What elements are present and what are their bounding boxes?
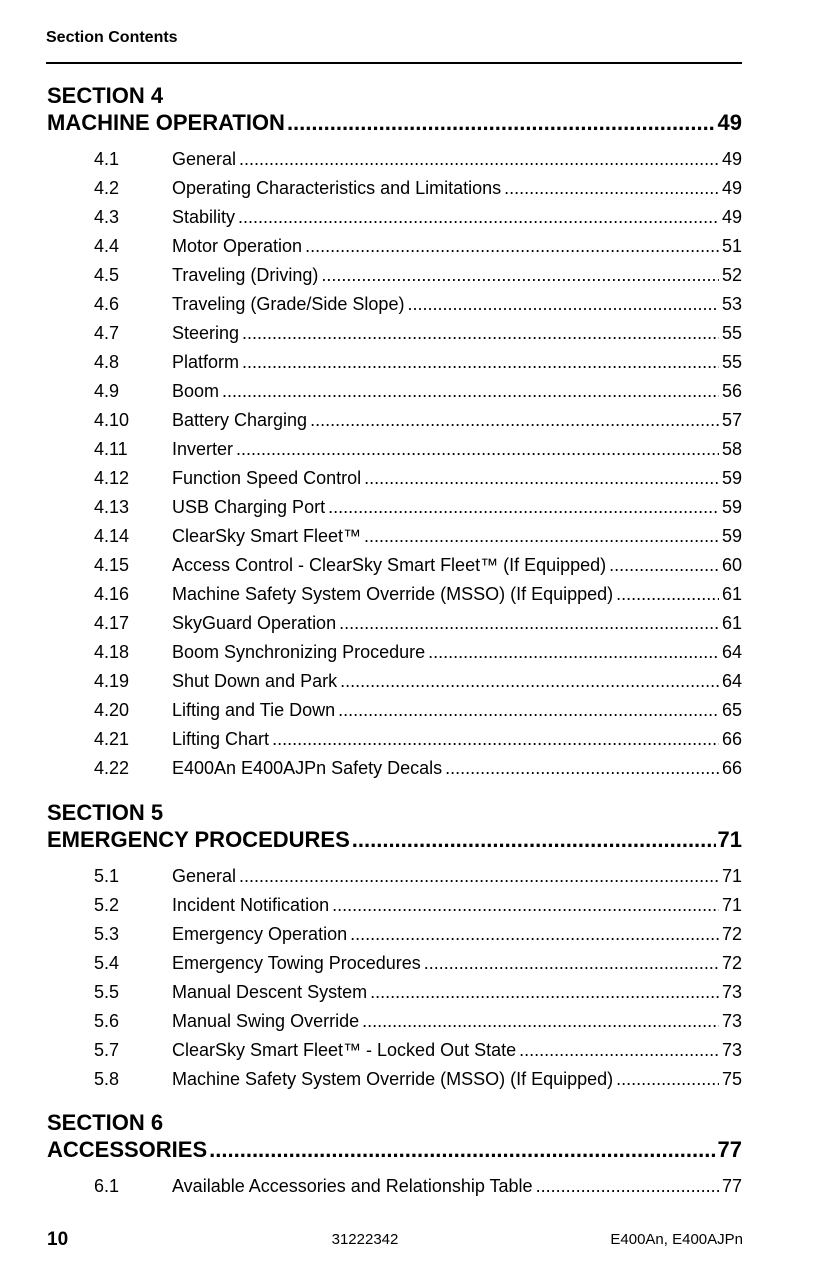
entry-title: Motor Operation — [172, 236, 303, 256]
entry-title: E400An E400AJPn Safety Decals — [172, 758, 443, 778]
toc-entry[interactable] — [94, 920, 742, 949]
entry-page: 53 — [721, 294, 742, 314]
entry-page: 66 — [721, 729, 742, 749]
toc-entry[interactable] — [94, 377, 742, 406]
toc-entry[interactable] — [94, 435, 742, 464]
dot-leader — [350, 920, 719, 949]
dot-leader — [616, 1065, 719, 1094]
section-page: 77 — [717, 1137, 742, 1162]
entry-page: 65 — [721, 700, 742, 720]
dot-leader — [242, 348, 719, 377]
entry-number: 4.10 — [94, 410, 130, 430]
entry-number: 4.19 — [94, 671, 130, 691]
dot-leader — [209, 1137, 715, 1163]
toc-entry[interactable] — [94, 348, 742, 377]
toc-entry[interactable] — [94, 493, 742, 522]
toc-entry[interactable] — [94, 754, 742, 783]
entry-title: Incident Notification — [172, 895, 330, 915]
entry-page: 59 — [721, 497, 742, 517]
entry-page: 64 — [721, 642, 742, 662]
dot-leader — [424, 949, 719, 978]
toc-entry[interactable] — [94, 290, 742, 319]
section-heading-row[interactable] — [47, 1137, 742, 1163]
entry-title: ClearSky Smart Fleet™ — [172, 526, 362, 546]
entry-page: 77 — [721, 1176, 742, 1196]
entry-title: Stability — [172, 207, 236, 227]
entry-title: Traveling (Grade/Side Slope) — [172, 294, 405, 314]
entry-page: 61 — [721, 584, 742, 604]
section-label: SECTION 4 — [47, 83, 164, 108]
toc-entry[interactable] — [94, 1065, 742, 1094]
dot-leader — [238, 203, 719, 232]
entry-page: 71 — [721, 866, 742, 886]
entry-number: 4.11 — [94, 439, 128, 459]
toc-entry[interactable] — [94, 174, 742, 203]
entry-page: 49 — [721, 207, 742, 227]
dot-leader — [287, 110, 716, 136]
toc-entry[interactable] — [94, 891, 742, 920]
toc-entry[interactable] — [94, 145, 742, 174]
toc-entry[interactable] — [94, 261, 742, 290]
dot-leader — [364, 464, 719, 493]
dot-leader — [272, 725, 719, 754]
toc-entry[interactable] — [94, 551, 742, 580]
dot-leader — [340, 667, 719, 696]
dot-leader — [519, 1036, 719, 1065]
entry-number: 4.3 — [94, 207, 120, 227]
section-label: SECTION 5 — [47, 800, 164, 825]
entry-title: Function Speed Control — [172, 468, 362, 488]
entry-number: 5.6 — [94, 1011, 120, 1031]
entry-number: 4.20 — [94, 700, 130, 720]
toc-entry[interactable] — [94, 232, 742, 261]
dot-leader — [328, 493, 719, 522]
section-heading-row[interactable] — [47, 827, 742, 853]
entry-page: 49 — [721, 178, 742, 198]
entry-number: 4.9 — [94, 381, 120, 401]
toc-entry[interactable] — [94, 638, 742, 667]
dot-leader — [338, 696, 719, 725]
entry-page: 59 — [721, 526, 742, 546]
dot-leader — [242, 319, 719, 348]
dot-leader — [536, 1172, 719, 1201]
entry-number: 5.2 — [94, 895, 120, 915]
dot-leader — [370, 978, 719, 1007]
entry-number: 4.1 — [94, 149, 120, 169]
dot-leader — [407, 290, 719, 319]
entry-page: 52 — [721, 265, 742, 285]
entry-title: Lifting Chart — [172, 729, 270, 749]
entry-number: 4.12 — [94, 468, 130, 488]
dot-leader — [236, 435, 719, 464]
section-page: 71 — [717, 827, 742, 852]
dot-leader — [332, 891, 719, 920]
entry-number: 4.2 — [94, 178, 120, 198]
entry-page: 59 — [721, 468, 742, 488]
entry-title: Boom — [172, 381, 220, 401]
toc-entry[interactable] — [94, 522, 742, 551]
entry-page: 56 — [721, 381, 742, 401]
entry-number: 4.14 — [94, 526, 130, 546]
entry-title: SkyGuard Operation — [172, 613, 337, 633]
entry-number: 4.13 — [94, 497, 130, 517]
toc-entry[interactable] — [94, 609, 742, 638]
header-divider — [46, 62, 742, 64]
entry-title: USB Charging Port — [172, 497, 326, 517]
toc-entry[interactable] — [94, 1036, 742, 1065]
entry-title: Boom Synchronizing Procedure — [172, 642, 426, 662]
dot-leader — [445, 754, 719, 783]
entry-page: 73 — [721, 982, 742, 1002]
entry-number: 4.18 — [94, 642, 130, 662]
toc-entry[interactable] — [94, 949, 742, 978]
entry-number: 5.3 — [94, 924, 120, 944]
entry-number: 4.15 — [94, 555, 130, 575]
entry-page: 75 — [721, 1069, 742, 1089]
entry-number: 4.5 — [94, 265, 120, 285]
entry-title: Access Control - ClearSky Smart Fleet™ (If Equipped) — [172, 555, 607, 575]
entry-title: Emergency Towing Procedures — [172, 953, 421, 973]
dot-leader — [321, 261, 719, 290]
entry-page: 66 — [721, 758, 742, 778]
entry-page: 49 — [721, 149, 742, 169]
entry-number: 4.4 — [94, 236, 120, 256]
section-heading-row[interactable] — [47, 110, 742, 136]
entry-title: Platform — [172, 352, 240, 372]
entry-page: 72 — [721, 924, 742, 944]
entry-title: Inverter — [172, 439, 234, 459]
footer-model: E400An, E400AJPn — [610, 1231, 743, 1248]
section-title: MACHINE OPERATION — [47, 110, 285, 135]
dot-leader — [504, 174, 719, 203]
entry-title: Steering — [172, 323, 240, 343]
entry-number: 4.22 — [94, 758, 130, 778]
dot-leader — [609, 551, 719, 580]
dot-leader — [222, 377, 719, 406]
entry-number: 4.8 — [94, 352, 120, 372]
entry-title: Traveling (Driving) — [172, 265, 319, 285]
section-title: EMERGENCY PROCEDURES — [47, 827, 350, 852]
entry-title: Battery Charging — [172, 410, 308, 430]
footer-page-number: 10 — [47, 1229, 69, 1250]
toc-entry[interactable] — [94, 667, 742, 696]
footer-doc-number: 31222342 — [331, 1231, 399, 1248]
entry-page: 60 — [721, 555, 742, 575]
entry-title: Available Accessories and Relationship Table — [172, 1176, 533, 1196]
toc-entry[interactable] — [94, 696, 742, 725]
toc-entry[interactable] — [94, 725, 742, 754]
dot-leader — [305, 232, 719, 261]
dot-leader — [239, 862, 719, 891]
toc-entry[interactable] — [94, 203, 742, 232]
dot-leader — [339, 609, 719, 638]
section-title: ACCESSORIES — [47, 1137, 208, 1162]
dot-leader — [364, 522, 719, 551]
entry-title: Manual Descent System — [172, 982, 368, 1002]
entry-page: 64 — [721, 671, 742, 691]
toc-entry[interactable] — [94, 580, 742, 609]
dot-leader — [352, 827, 716, 853]
entry-title: General — [172, 149, 237, 169]
entry-page: 57 — [721, 410, 742, 430]
entry-title: Machine Safety System Override (MSSO) (If Equipped) — [172, 1069, 614, 1089]
section-page: 49 — [717, 110, 742, 135]
entry-page: 73 — [721, 1011, 742, 1031]
section-label: SECTION 6 — [47, 1110, 164, 1135]
toc-entry[interactable] — [94, 1007, 742, 1036]
entry-title: Emergency Operation — [172, 924, 348, 944]
toc-entry[interactable] — [94, 1172, 742, 1201]
header-title: Section Contents — [46, 29, 178, 46]
entry-number: 5.7 — [94, 1040, 120, 1060]
entry-title: Lifting and Tie Down — [172, 700, 336, 720]
entry-number: 4.7 — [94, 323, 120, 343]
entry-number: 4.6 — [94, 294, 120, 314]
dot-leader — [616, 580, 719, 609]
entry-page: 61 — [721, 613, 742, 633]
entry-number: 5.1 — [94, 866, 120, 886]
entry-title: Operating Characteristics and Limitations — [172, 178, 502, 198]
toc-entry[interactable] — [94, 406, 742, 435]
entry-number: 4.21 — [94, 729, 130, 749]
entry-number: 4.17 — [94, 613, 130, 633]
toc-entry[interactable] — [94, 978, 742, 1007]
toc-entry[interactable] — [94, 862, 742, 891]
entry-page: 71 — [721, 895, 742, 915]
entry-title: ClearSky Smart Fleet™ - Locked Out State — [172, 1040, 517, 1060]
entry-title: Manual Swing Override — [172, 1011, 360, 1031]
entry-number: 6.1 — [94, 1176, 120, 1196]
dot-leader — [428, 638, 719, 667]
entry-number: 5.5 — [94, 982, 120, 1002]
entry-page: 58 — [721, 439, 742, 459]
entry-title: General — [172, 866, 237, 886]
entry-page: 55 — [721, 352, 742, 372]
entry-number: 4.16 — [94, 584, 130, 604]
dot-leader — [239, 145, 719, 174]
dot-leader — [362, 1007, 719, 1036]
entry-number: 5.8 — [94, 1069, 120, 1089]
entry-page: 51 — [721, 236, 742, 256]
entry-page: 55 — [721, 323, 742, 343]
entry-page: 73 — [721, 1040, 742, 1060]
entry-title: Machine Safety System Override (MSSO) (If Equipped) — [172, 584, 614, 604]
dot-leader — [310, 406, 719, 435]
entry-page: 72 — [721, 953, 742, 973]
toc-entry[interactable] — [94, 319, 742, 348]
entry-number: 5.4 — [94, 953, 120, 973]
toc-entry[interactable] — [94, 464, 742, 493]
entry-title: Shut Down and Park — [172, 671, 338, 691]
